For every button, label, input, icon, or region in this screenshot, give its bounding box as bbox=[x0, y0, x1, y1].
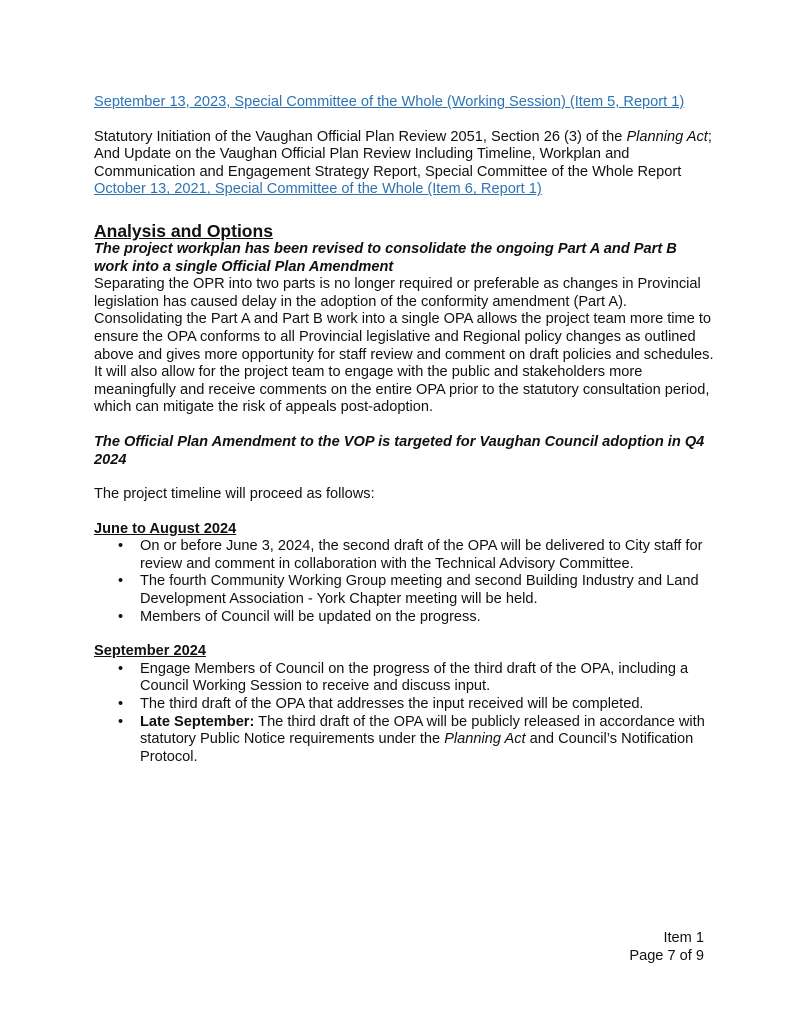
timeline-period-june-august: June to August 2024 bbox=[94, 520, 237, 537]
list-item: • On or before June 3, 2024, the second draft of the OPA will be delivered to City staff for review and comment in collaboration with the Technical Advisory Committee. bbox=[140, 538, 714, 573]
list-item: • Late September: The third draft of the OPA will be publicly released in accordance with statutory Public Notice requirements under the Planning Act and Council’s Notification Protocol. bbox=[140, 714, 714, 767]
document-page bbox=[94, 94, 714, 766]
page-footer bbox=[629, 929, 704, 965]
list-item: • The third draft of the OPA that addresses the input received will be completed. bbox=[140, 696, 714, 714]
analysis-paragraph: Separating the OPR into two parts is no longer required or preferable as changes in Provincial legislation has caused delay in the adoption of the conformity amendment (Part A). Consolidating the Part A and Part B work into a single OPA allows the project team more time to ensure the OPA conforms to all Provincial legislative and Regional policy changes as outlined above and gives more opportunity for staff review and comment on draft policies and schedules. It will also allow for the project team to engage with the public and stakeholders more meaningfully and receive comments on the entire OPA prior to the statutory consultation period, which can mitigate the risk of appeals post-adoption. bbox=[94, 276, 714, 416]
reference-link-oct-2021[interactable]: October 13, 2021, Special Committee of the Whole (Item 6, Report 1) bbox=[94, 181, 542, 198]
reference-link-sept-2023[interactable]: September 13, 2023, Special Committee of the Whole (Working Session) (Item 5, Report 1) bbox=[94, 94, 685, 110]
reference-report-title: Statutory Initiation of the Vaughan Official Plan Review 2051, Section 26 (3) of the Planning Act; And Update on the Vaughan Official Plan Review Including Timeline, Workplan and Communication and Engagement Strategy Report, Special Committee of the Whole Report bbox=[94, 128, 712, 180]
footer-item-number: Item 1 bbox=[663, 930, 704, 946]
timeline-list-june-august bbox=[94, 538, 714, 626]
timeline-period-september: September 2024 bbox=[94, 643, 206, 660]
timeline-list-september bbox=[94, 661, 714, 767]
subheading-opa-target: The Official Plan Amendment to the VOP is targeted for Vaughan Council adoption in Q4 2024 bbox=[94, 433, 705, 468]
footer-page-number: Page 7 of 9 bbox=[629, 948, 704, 964]
subheading-workplan: The project workplan has been revised to consolidate the ongoing Part A and Part B work into a single Official Plan Amendment bbox=[94, 240, 677, 275]
section-heading-analysis: Analysis and Options bbox=[94, 220, 273, 241]
list-item: • The fourth Community Working Group meeting and second Building Industry and Land Development Association - York Chapter meeting will be held. bbox=[140, 573, 714, 608]
list-item: • Engage Members of Council on the progress of the third draft of the OPA, including a Council Working Session to receive and discuss input. bbox=[140, 661, 714, 696]
list-item: • Members of Council will be updated on the progress. bbox=[140, 609, 714, 627]
timeline-intro: The project timeline will proceed as follows: bbox=[94, 486, 375, 503]
